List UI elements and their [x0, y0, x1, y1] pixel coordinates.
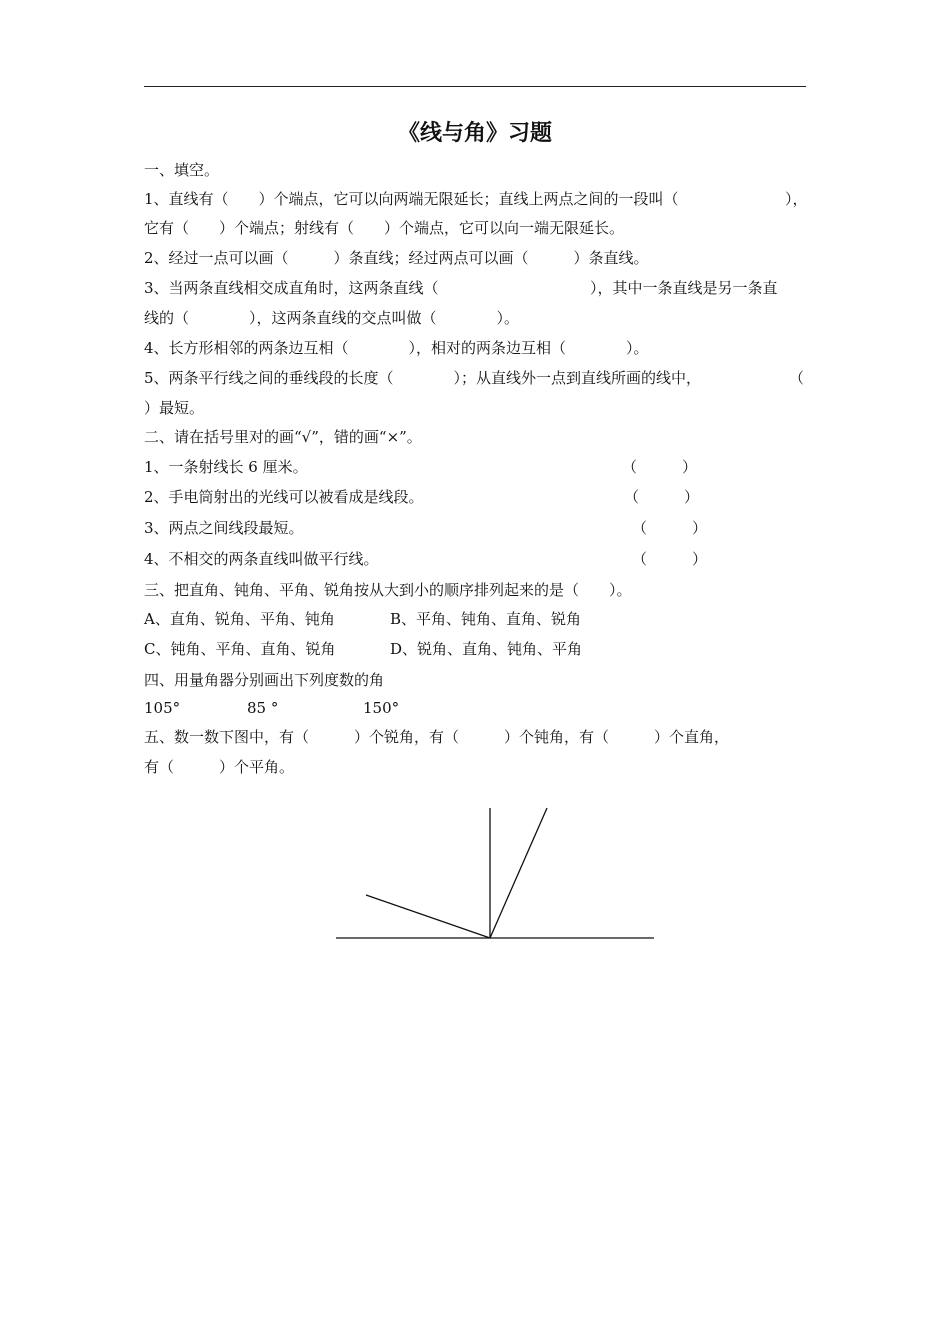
judge-item-3-paren: （ ） — [632, 519, 708, 537]
option-b: B、平角、钝角、直角、锐角 — [390, 610, 582, 628]
option-a: A、直角、锐角、平角、钝角 — [144, 610, 335, 628]
angle-value-1: 105° — [144, 699, 181, 717]
question-5-line-1: 5、两条平行线之间的垂线段的长度（ ）；从直线外一点到直线所画的线中， — [144, 369, 702, 387]
judge-item-2-paren: （ ） — [624, 488, 700, 506]
question-1-line-1: 1、直线有（ ）个端点，它可以向两端无限延长；直线上两点之间的一段叫（ — [144, 190, 679, 208]
judge-item-1-paren: （ ） — [622, 458, 698, 476]
question-3-line-1-end: ），其中一条直线是另一条直 — [590, 279, 778, 297]
question-3-line-2: 线的（ ），这两条直线的交点叫做（ ）。 — [144, 309, 520, 327]
question-1-line-1-end: ）， — [785, 190, 808, 208]
judge-item-3: 3、两点之间线段最短。 — [144, 519, 304, 537]
angle-value-3: 150° — [363, 699, 400, 717]
section-4-heading: 四、用量角器分别画出下列度数的角 — [144, 671, 385, 689]
question-1-line-2: 它有（ ）个端点；射线有（ ）个端点，它可以向一端无限延长。 — [144, 219, 625, 237]
question-3-line-1: 3、当两条直线相交成直角时，这两条直线（ — [144, 279, 439, 297]
judge-item-2: 2、手电筒射出的光线可以被看成是线段。 — [144, 488, 424, 506]
question-5-line-1-end: （ — [789, 369, 805, 387]
question-2: 2、经过一点可以画（ ）条直线；经过两点可以画（ ）条直线。 — [144, 249, 649, 267]
section-3-heading: 三、把直角、钝角、平角、锐角按从大到小的顺序排列起来的是（ ）。 — [144, 581, 632, 599]
angle-value-2: 85 ° — [247, 699, 279, 717]
question-4: 4、长方形相邻的两条边互相（ ），相对的两条边互相（ ）。 — [144, 339, 649, 357]
judge-item-4-paren: （ ） — [632, 550, 708, 568]
section-2-heading: 二、请在括号里对的画“√”，错的画“×”。 — [144, 428, 422, 446]
judge-item-4: 4、不相交的两条直线叫做平行线。 — [144, 550, 379, 568]
judge-item-1: 1、一条射线长 6 厘米。 — [144, 458, 308, 476]
figure-left-ray — [366, 895, 490, 938]
figure-steep-ray — [490, 808, 547, 938]
question-5-line-2: ）最短。 — [144, 399, 205, 417]
section-5-line-1: 五、数一数下图中，有（ ）个锐角，有（ ）个钝角，有（ ）个直角， — [144, 728, 730, 746]
section-1-heading: 一、填空。 — [144, 161, 220, 179]
page-title: 《线与角》习题 — [397, 121, 552, 146]
option-d: D、锐角、直角、钝角、平角 — [390, 640, 583, 658]
option-c: C、钝角、平角、直角、锐角 — [144, 640, 336, 658]
section-5-line-2: 有（ ）个平角。 — [144, 758, 295, 776]
